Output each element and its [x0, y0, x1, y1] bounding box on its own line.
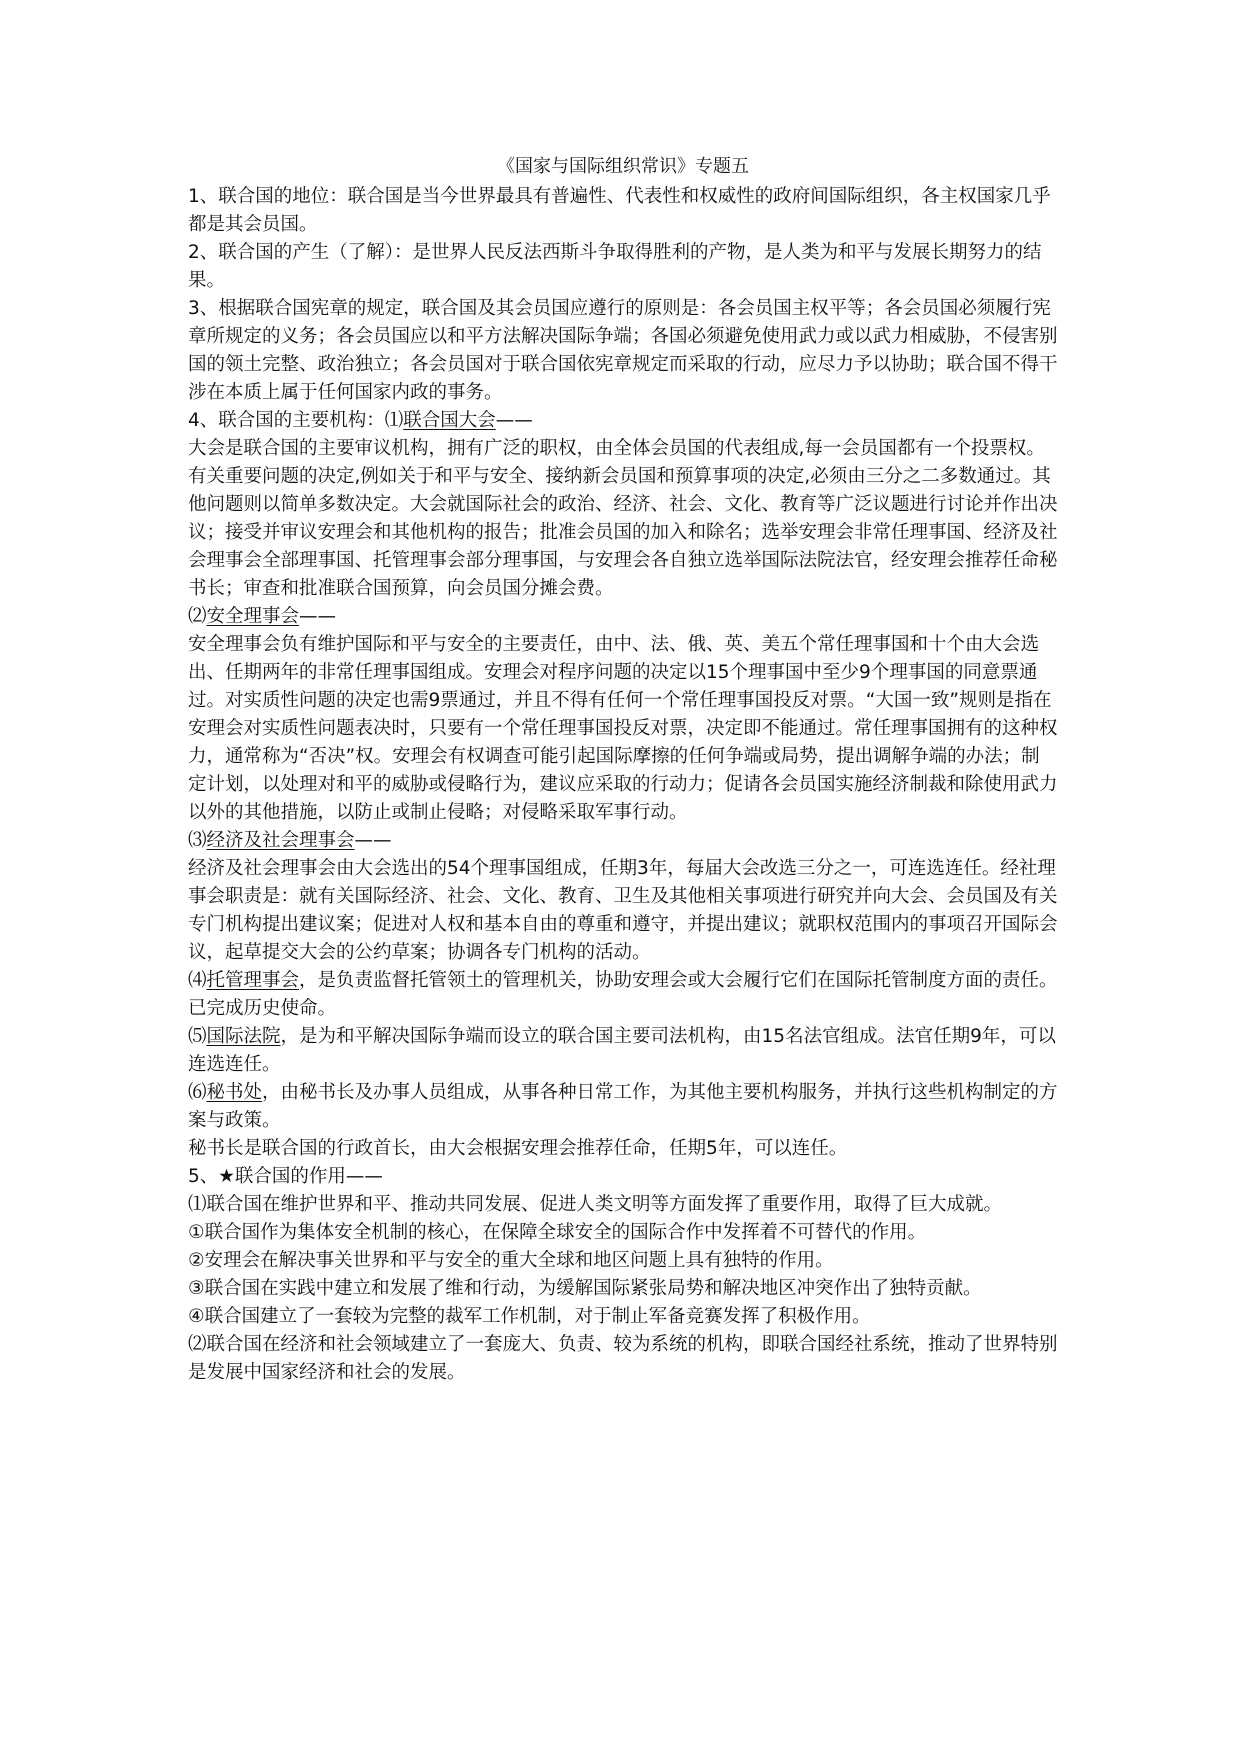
section-4-heading	[188, 407, 1058, 435]
secretary-general-text: 秘书长是联合国的行政首长，由大会根据安理会推荐任命，任期5年，可以连任。	[188, 1138, 848, 1159]
section-3-principles: 3、根据联合国宪章的规定，联合国及其会员国应遵行的原则是：各会员国主权平等；各会员国必须履行宪章所规定的义务；各会员国应以和平方法解决国际争端；各国必须避免使用武力或以武力相威胁，不侵害别国的领土完整、政治独立；各会员国对于联合国依宪章规定而采取的行动，应尽力予以协助；联合国不得干涉在本质上属于任何国家内政的事务。	[188, 298, 1058, 403]
general-assembly-dash: ——	[495, 410, 533, 431]
ecosoc-name: 经济及社会理事会	[206, 830, 355, 851]
trusteeship-council-paragraph	[188, 967, 1058, 1023]
role-sub-3: ③联合国在实践中建立和发展了维和行动，为缓解国际紧张局势和解决地区冲突作出了独特贡献。	[188, 1278, 982, 1299]
icj-paragraph	[188, 1023, 1058, 1079]
ecosoc-heading	[188, 827, 1058, 855]
role-sub-1: ①联合国作为集体安全机制的核心，在保障全球安全的国际合作中发挥着不可替代的作用。	[188, 1222, 927, 1243]
role-sub-4: ④联合国建立了一套较为完整的裁军工作机制，对于制止军备竞赛发挥了积极作用。	[188, 1306, 871, 1327]
ecosoc-num: ⑶	[188, 830, 207, 851]
secretariat-paragraph	[188, 1079, 1058, 1135]
section-4-lead: 4、联合国的主要机构：⑴	[188, 410, 404, 431]
security-council-num: ⑵	[188, 606, 207, 627]
secretariat-num: ⑹	[188, 1082, 207, 1103]
icj-num: ⑸	[188, 1026, 207, 1047]
trusteeship-text: ，是负责监督托管领土的管理机关，协助安理会或大会履行它们在国际托管制度方面的责任。已完成历史使命。	[188, 970, 1058, 1019]
trusteeship-num: ⑷	[188, 970, 207, 991]
secretariat-text: ，由秘书长及办事人员组成，从事各种日常工作，为其他主要机构服务，并执行这些机构制定的方案与政策。	[188, 1082, 1058, 1131]
security-council-heading	[188, 603, 1058, 631]
role-sub-2: ②安理会在解决事关世界和平与安全的重大全球和地区问题上具有独特的作用。	[188, 1250, 834, 1271]
trusteeship-name: 托管理事会	[206, 970, 300, 991]
security-council-text: 安全理事会负有维护国际和平与安全的主要责任，由中、法、俄、英、美五个常任理事国和十个由大会选出、任期两年的非常任理事国组成。安理会对程序问题的决定以15个理事国中至少9个理事国的同意票通过。对实质性问题的决定也需9票通过，并且不得有任何一个常任理事国投反对票。“大国一致”规则是指在安理会对实质性问题表决时，只要有一个常任理事国投反对票，决定即不能通过。常任理事国拥有的这种权力，通常称为“否决”权。安理会有权调查可能引起国际摩擦的任何争端或局势，提出调解争端的办法；制定计划，以处理对和平的威胁或侵略行为，建议应采取的行动力；促请各会员国实施经济制裁和除使用武力以外的其他措施，以防止或制止侵略；对侵略采取军事行动。	[188, 634, 1058, 823]
role-point-1: ⑴联合国在维护世界和平、推动共同发展、促进人类文明等方面发挥了重要作用，取得了巨大成就。	[188, 1194, 1003, 1215]
secretariat-name: 秘书处	[206, 1082, 263, 1103]
icj-text: ，是为和平解决国际争端而设立的联合国主要司法机构，由15名法官组成。法官任期9年，可以连选连任。	[188, 1026, 1056, 1075]
ecosoc-dash: ——	[354, 830, 392, 851]
security-council-name: 安全理事会	[206, 606, 300, 627]
general-assembly-text: 大会是联合国的主要审议机构，拥有广泛的职权，由全体会员国的代表组成,每一会员国都有一个投票权。有关重要问题的决定,例如关于和平与安全、接纳新会员国和预算事项的决定,必须由三分之二多数通过。其他问题则以简单多数决定。大会就国际社会的政治、经济、社会、文化、教育等广泛议题进行讨论并作出决议；接受并审议安理会和其他机构的报告；批准会员国的加入和除名；选举安理会非常任理事国、经济及社会理事会全部理事国、托管理事会部分理事国，与安理会各自独立选举国际法院法官，经安理会推荐任命秘书长；审查和批准联合国预算，向会员国分摊会费。	[188, 438, 1058, 599]
section-1-status: 1、联合国的地位：联合国是当今世界最具有普遍性、代表性和权威性的政府间国际组织，各主权国家几乎都是其会员国。	[188, 186, 1051, 235]
general-assembly-name: 联合国大会	[403, 410, 496, 431]
document-body	[188, 153, 1058, 1387]
section-5-heading: 5、★联合国的作用——	[188, 1166, 383, 1187]
role-point-2: ⑵联合国在经济和社会领域建立了一套庞大、负责、较为系统的机构，即联合国经社系统，推动了世界特别是发展中国家经济和社会的发展。	[188, 1334, 1058, 1383]
page-title: 《国家与国际组织常识》专题五	[497, 156, 749, 177]
security-council-dash: ——	[299, 606, 337, 627]
icj-name: 国际法院	[206, 1026, 281, 1047]
section-2-origin: 2、联合国的产生（了解）：是世界人民反法西斯斗争取得胜利的产物，是人类为和平与发展长期努力的结果。	[188, 242, 1042, 291]
ecosoc-text: 经济及社会理事会由大会选出的54个理事国组成，任期3年，每届大会改选三分之一，可连选连任。经社理事会职责是：就有关国际经济、社会、文化、教育、卫生及其他相关事项进行研究并向大会、会员国及有关专门机构提出建议案；促进对人权和基本自由的尊重和遵守，并提出建议；就职权范围内的事项召开国际会议，起草提交大会的公约草案；协调各专门机构的活动。	[188, 858, 1058, 963]
